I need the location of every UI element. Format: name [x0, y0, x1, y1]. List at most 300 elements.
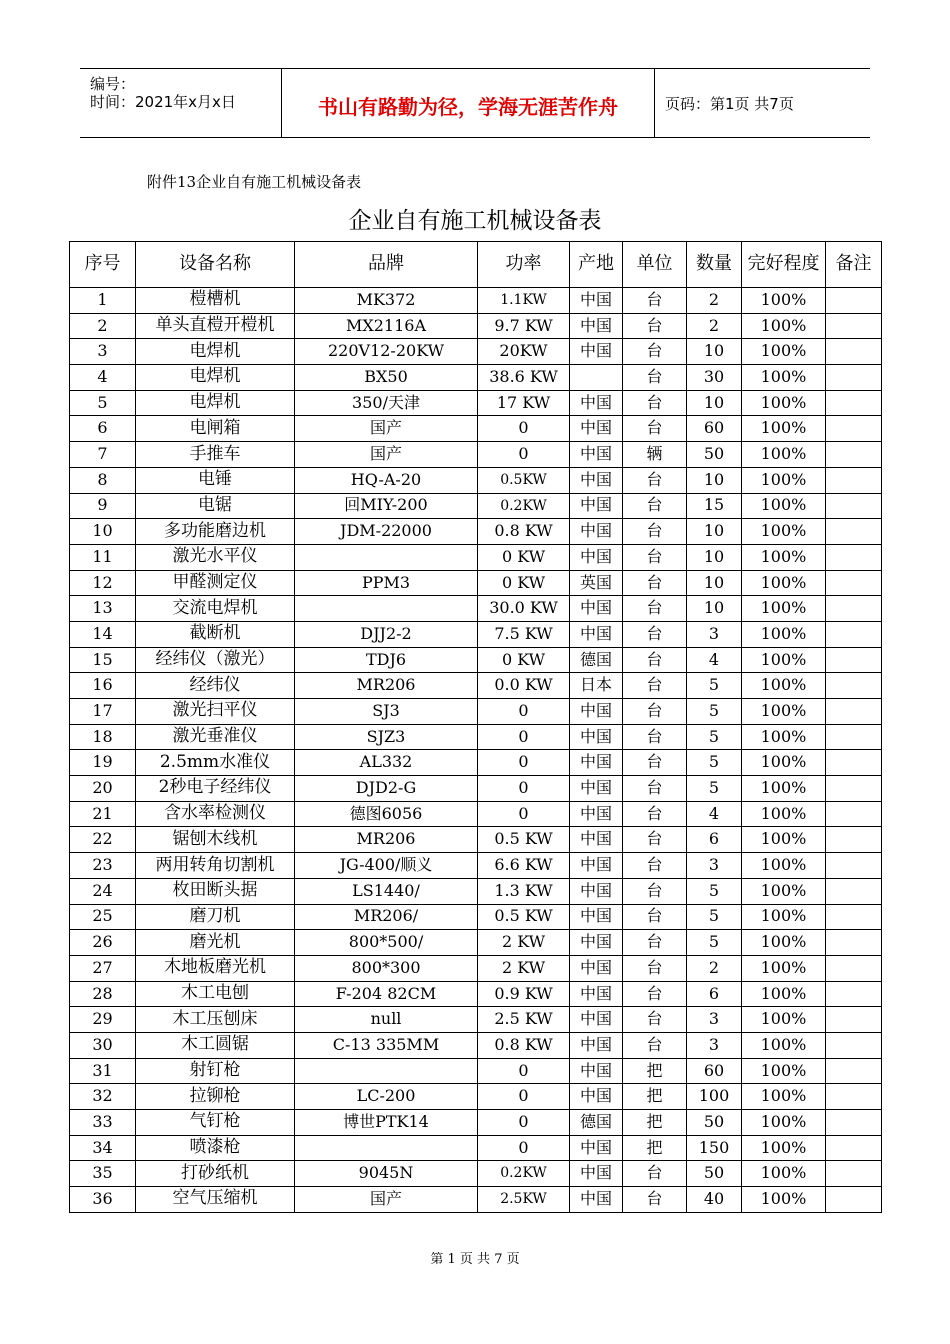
cell-name: 经纬仪	[136, 673, 295, 699]
cell-quantity: 6	[687, 981, 742, 1007]
cell-remarks	[826, 827, 882, 853]
cell-condition: 100%	[742, 544, 826, 570]
date-label: 时间：2021年x月x日	[90, 93, 236, 111]
cell-no: 9	[70, 493, 136, 519]
cell-quantity: 50	[687, 1110, 742, 1136]
cell-condition: 100%	[742, 699, 826, 725]
cell-brand: JDM-22000	[295, 519, 478, 545]
table-row	[70, 544, 882, 570]
cell-origin: 中国	[570, 827, 623, 853]
cell-brand: SJ3	[295, 699, 478, 725]
cell-brand: 德图6056	[295, 801, 478, 827]
cell-power: 17 KW	[478, 390, 570, 416]
table-row	[70, 493, 882, 519]
cell-quantity: 5	[687, 776, 742, 802]
cell-remarks	[826, 904, 882, 930]
cell-condition: 100%	[742, 1135, 826, 1161]
table-row	[70, 519, 882, 545]
cell-name: 气钉枪	[136, 1110, 295, 1136]
cell-origin: 中国	[570, 930, 623, 956]
cell-quantity: 5	[687, 699, 742, 725]
cell-no: 32	[70, 1084, 136, 1110]
cell-power: 20KW	[478, 339, 570, 365]
cell-name: 射钉枪	[136, 1058, 295, 1084]
cell-remarks	[826, 673, 882, 699]
cell-remarks	[826, 1110, 882, 1136]
cell-origin: 中国	[570, 1058, 623, 1084]
cell-quantity: 3	[687, 1032, 742, 1058]
cell-brand: 9045N	[295, 1161, 478, 1187]
cell-unit: 台	[623, 647, 687, 673]
cell-no: 19	[70, 750, 136, 776]
cell-name: 电焊机	[136, 390, 295, 416]
cell-origin: 中国	[570, 596, 623, 622]
cell-quantity: 3	[687, 621, 742, 647]
table-row	[70, 621, 882, 647]
cell-quantity: 5	[687, 904, 742, 930]
cell-brand: 国产	[295, 1187, 478, 1213]
table-row	[70, 313, 882, 339]
cell-name: 木地板磨光机	[136, 955, 295, 981]
cell-power: 0	[478, 699, 570, 725]
cell-brand	[295, 544, 478, 570]
cell-remarks	[826, 442, 882, 468]
cell-brand: MK372	[295, 288, 478, 314]
cell-quantity: 5	[687, 878, 742, 904]
cell-quantity: 40	[687, 1187, 742, 1213]
header-meta-cell	[80, 69, 282, 137]
cell-brand: 350/天津	[295, 390, 478, 416]
cell-brand: 国产	[295, 442, 478, 468]
cell-name: 含水率检测仪	[136, 801, 295, 827]
cell-condition: 100%	[742, 519, 826, 545]
cell-name: 空气压缩机	[136, 1187, 295, 1213]
cell-quantity: 30	[687, 365, 742, 391]
cell-brand: JG-400/顺义	[295, 853, 478, 879]
serial-label: 编号：	[90, 75, 136, 93]
cell-no: 2	[70, 313, 136, 339]
cell-brand: SJZ3	[295, 724, 478, 750]
cell-origin: 日本	[570, 673, 623, 699]
cell-origin: 中国	[570, 288, 623, 314]
cell-unit: 台	[623, 699, 687, 725]
table-header-row	[70, 242, 882, 288]
cell-remarks	[826, 1135, 882, 1161]
cell-remarks	[826, 544, 882, 570]
cell-power: 2.5KW	[478, 1187, 570, 1213]
cell-remarks	[826, 1032, 882, 1058]
table-row	[70, 416, 882, 442]
cell-power: 0.5 KW	[478, 827, 570, 853]
cell-unit: 台	[623, 981, 687, 1007]
cell-quantity: 2	[687, 288, 742, 314]
col-header-quantity: 数量	[687, 242, 742, 288]
cell-power: 0	[478, 1110, 570, 1136]
cell-remarks	[826, 288, 882, 314]
cell-unit: 台	[623, 1161, 687, 1187]
cell-quantity: 10	[687, 596, 742, 622]
attachment-label: 附件13企业自有施工机械设备表	[147, 173, 362, 191]
cell-name: 打砂纸机	[136, 1161, 295, 1187]
table-row	[70, 1161, 882, 1187]
cell-origin: 中国	[570, 416, 623, 442]
cell-no: 33	[70, 1110, 136, 1136]
cell-origin: 中国	[570, 1135, 623, 1161]
cell-power: 1.3 KW	[478, 878, 570, 904]
cell-name: 磨光机	[136, 930, 295, 956]
header-page-cell	[655, 69, 870, 137]
cell-condition: 100%	[742, 339, 826, 365]
header-motto-cell	[282, 69, 655, 137]
cell-quantity: 5	[687, 750, 742, 776]
cell-name: 拉铆枪	[136, 1084, 295, 1110]
cell-power: 0.2KW	[478, 1161, 570, 1187]
cell-power: 0	[478, 416, 570, 442]
cell-origin: 英国	[570, 570, 623, 596]
cell-name: 交流电焊机	[136, 596, 295, 622]
cell-no: 5	[70, 390, 136, 416]
cell-remarks	[826, 570, 882, 596]
cell-condition: 100%	[742, 955, 826, 981]
cell-remarks	[826, 878, 882, 904]
cell-brand: DJJ2-2	[295, 621, 478, 647]
cell-origin: 中国	[570, 1187, 623, 1213]
cell-brand: 国产	[295, 416, 478, 442]
cell-remarks	[826, 313, 882, 339]
table-row	[70, 390, 882, 416]
cell-power: 0.2KW	[478, 493, 570, 519]
table-row	[70, 570, 882, 596]
cell-name: 电闸箱	[136, 416, 295, 442]
cell-brand: MR206	[295, 673, 478, 699]
document-header	[80, 68, 870, 138]
cell-unit: 把	[623, 1084, 687, 1110]
cell-brand: 博世PTK14	[295, 1110, 478, 1136]
cell-remarks	[826, 467, 882, 493]
cell-unit: 台	[623, 904, 687, 930]
cell-brand: 800*300	[295, 955, 478, 981]
cell-name: 木工压刨床	[136, 1007, 295, 1033]
header-motto: 书山有路勤为径，学海无涯苦作舟	[318, 95, 618, 119]
col-header-condition: 完好程度	[742, 242, 826, 288]
cell-unit: 台	[623, 339, 687, 365]
cell-unit: 台	[623, 801, 687, 827]
cell-quantity: 2	[687, 313, 742, 339]
cell-remarks	[826, 493, 882, 519]
cell-unit: 把	[623, 1110, 687, 1136]
cell-condition: 100%	[742, 570, 826, 596]
cell-brand: AL332	[295, 750, 478, 776]
cell-power: 0	[478, 750, 570, 776]
cell-condition: 100%	[742, 1032, 826, 1058]
cell-power: 0	[478, 442, 570, 468]
cell-name: 手推车	[136, 442, 295, 468]
cell-remarks	[826, 1161, 882, 1187]
col-header-no: 序号	[70, 242, 136, 288]
cell-power: 0 KW	[478, 647, 570, 673]
cell-quantity: 10	[687, 519, 742, 545]
cell-no: 27	[70, 955, 136, 981]
cell-brand: DJD2-G	[295, 776, 478, 802]
cell-no: 36	[70, 1187, 136, 1213]
table-row	[70, 699, 882, 725]
cell-condition: 100%	[742, 1161, 826, 1187]
col-header-origin: 产地	[570, 242, 623, 288]
cell-no: 22	[70, 827, 136, 853]
cell-unit: 台	[623, 1187, 687, 1213]
table-row	[70, 776, 882, 802]
cell-unit: 台	[623, 313, 687, 339]
cell-condition: 100%	[742, 904, 826, 930]
cell-brand	[295, 1058, 478, 1084]
cell-name: 电锯	[136, 493, 295, 519]
cell-remarks	[826, 1058, 882, 1084]
cell-quantity: 4	[687, 647, 742, 673]
cell-remarks	[826, 724, 882, 750]
cell-remarks	[826, 519, 882, 545]
table-row	[70, 981, 882, 1007]
cell-no: 18	[70, 724, 136, 750]
cell-unit: 把	[623, 1135, 687, 1161]
cell-condition: 100%	[742, 1187, 826, 1213]
cell-power: 0	[478, 1084, 570, 1110]
cell-power: 2.5 KW	[478, 1007, 570, 1033]
cell-origin: 中国	[570, 801, 623, 827]
cell-no: 15	[70, 647, 136, 673]
cell-no: 13	[70, 596, 136, 622]
cell-no: 12	[70, 570, 136, 596]
cell-origin: 中国	[570, 1084, 623, 1110]
cell-origin: 中国	[570, 442, 623, 468]
cell-power: 0	[478, 1058, 570, 1084]
cell-origin: 中国	[570, 390, 623, 416]
cell-origin: 中国	[570, 339, 623, 365]
cell-remarks	[826, 1084, 882, 1110]
cell-quantity: 5	[687, 930, 742, 956]
cell-remarks	[826, 647, 882, 673]
cell-unit: 台	[623, 390, 687, 416]
cell-quantity: 6	[687, 827, 742, 853]
cell-quantity: 50	[687, 442, 742, 468]
cell-no: 23	[70, 853, 136, 879]
cell-remarks	[826, 955, 882, 981]
table-row	[70, 1032, 882, 1058]
cell-brand: null	[295, 1007, 478, 1033]
table-row	[70, 647, 882, 673]
cell-condition: 100%	[742, 288, 826, 314]
cell-quantity: 5	[687, 724, 742, 750]
cell-no: 25	[70, 904, 136, 930]
cell-quantity: 10	[687, 570, 742, 596]
cell-brand: HQ-A-20	[295, 467, 478, 493]
cell-no: 26	[70, 930, 136, 956]
cell-condition: 100%	[742, 365, 826, 391]
cell-unit: 把	[623, 1058, 687, 1084]
cell-power: 30.0 KW	[478, 596, 570, 622]
cell-power: 7.5 KW	[478, 621, 570, 647]
cell-quantity: 60	[687, 416, 742, 442]
cell-condition: 100%	[742, 776, 826, 802]
cell-no: 20	[70, 776, 136, 802]
cell-unit: 台	[623, 519, 687, 545]
cell-brand: 回MIY-200	[295, 493, 478, 519]
cell-remarks	[826, 930, 882, 956]
cell-condition: 100%	[742, 621, 826, 647]
cell-origin: 中国	[570, 955, 623, 981]
table-row	[70, 365, 882, 391]
cell-brand: TDJ6	[295, 647, 478, 673]
cell-condition: 100%	[742, 801, 826, 827]
cell-brand: LS1440/	[295, 878, 478, 904]
cell-unit: 台	[623, 1007, 687, 1033]
cell-condition: 100%	[742, 467, 826, 493]
cell-power: 0.8 KW	[478, 519, 570, 545]
cell-no: 29	[70, 1007, 136, 1033]
cell-no: 4	[70, 365, 136, 391]
table-row	[70, 930, 882, 956]
cell-origin: 德国	[570, 647, 623, 673]
page-number-label: 页码：第1页 共7页	[665, 95, 794, 113]
cell-condition: 100%	[742, 1084, 826, 1110]
cell-power: 0.5 KW	[478, 904, 570, 930]
cell-quantity: 10	[687, 467, 742, 493]
cell-unit: 台	[623, 955, 687, 981]
cell-condition: 100%	[742, 313, 826, 339]
table-row	[70, 1187, 882, 1213]
cell-remarks	[826, 416, 882, 442]
cell-power: 38.6 KW	[478, 365, 570, 391]
cell-quantity: 50	[687, 1161, 742, 1187]
cell-no: 10	[70, 519, 136, 545]
cell-power: 2 KW	[478, 955, 570, 981]
cell-brand: 220V12-20KW	[295, 339, 478, 365]
table-body	[70, 288, 882, 1213]
cell-quantity: 60	[687, 1058, 742, 1084]
cell-unit: 台	[623, 493, 687, 519]
table-row	[70, 467, 882, 493]
cell-power: 9.7 KW	[478, 313, 570, 339]
cell-quantity: 100	[687, 1084, 742, 1110]
table-row	[70, 724, 882, 750]
cell-remarks	[826, 339, 882, 365]
table-row	[70, 853, 882, 879]
table-row	[70, 442, 882, 468]
cell-power: 0.8 KW	[478, 1032, 570, 1058]
cell-unit: 台	[623, 544, 687, 570]
cell-unit: 台	[623, 365, 687, 391]
cell-no: 24	[70, 878, 136, 904]
cell-power: 0	[478, 801, 570, 827]
cell-unit: 台	[623, 827, 687, 853]
col-header-brand: 品牌	[295, 242, 478, 288]
cell-name: 2.5mm水准仪	[136, 750, 295, 776]
cell-name: 枚田断头据	[136, 878, 295, 904]
cell-origin: 中国	[570, 544, 623, 570]
cell-no: 6	[70, 416, 136, 442]
cell-condition: 100%	[742, 750, 826, 776]
table-row	[70, 1084, 882, 1110]
cell-remarks	[826, 801, 882, 827]
cell-name: 激光水平仪	[136, 544, 295, 570]
table-row	[70, 1058, 882, 1084]
cell-unit: 台	[623, 724, 687, 750]
cell-condition: 100%	[742, 442, 826, 468]
cell-unit: 台	[623, 570, 687, 596]
cell-origin: 中国	[570, 467, 623, 493]
cell-remarks	[826, 750, 882, 776]
cell-power: 0	[478, 724, 570, 750]
cell-origin: 中国	[570, 750, 623, 776]
cell-quantity: 10	[687, 390, 742, 416]
cell-condition: 100%	[742, 930, 826, 956]
col-header-power: 功率	[478, 242, 570, 288]
cell-condition: 100%	[742, 724, 826, 750]
cell-name: 榿槽机	[136, 288, 295, 314]
cell-unit: 台	[623, 596, 687, 622]
cell-no: 16	[70, 673, 136, 699]
cell-quantity: 10	[687, 544, 742, 570]
cell-name: 电焊机	[136, 339, 295, 365]
cell-origin: 中国	[570, 519, 623, 545]
equipment-table	[69, 241, 882, 1213]
cell-unit: 台	[623, 288, 687, 314]
cell-quantity: 15	[687, 493, 742, 519]
cell-remarks	[826, 853, 882, 879]
cell-condition: 100%	[742, 1058, 826, 1084]
cell-name: 单头直榿开榿机	[136, 313, 295, 339]
cell-no: 30	[70, 1032, 136, 1058]
cell-name: 喷漆枪	[136, 1135, 295, 1161]
cell-origin: 中国	[570, 313, 623, 339]
cell-origin: 中国	[570, 699, 623, 725]
cell-power: 0 KW	[478, 544, 570, 570]
cell-name: 多功能磨边机	[136, 519, 295, 545]
cell-origin	[570, 365, 623, 391]
table-row	[70, 801, 882, 827]
col-header-remarks: 备注	[826, 242, 882, 288]
table-row	[70, 878, 882, 904]
cell-remarks	[826, 596, 882, 622]
cell-power: 0.9 KW	[478, 981, 570, 1007]
cell-remarks	[826, 1187, 882, 1213]
cell-remarks	[826, 1007, 882, 1033]
cell-origin: 中国	[570, 1007, 623, 1033]
cell-unit: 台	[623, 1032, 687, 1058]
cell-unit: 台	[623, 621, 687, 647]
cell-power: 0.0 KW	[478, 673, 570, 699]
cell-name: 木工圆锯	[136, 1032, 295, 1058]
cell-remarks	[826, 981, 882, 1007]
cell-brand: MR206/	[295, 904, 478, 930]
cell-no: 8	[70, 467, 136, 493]
cell-condition: 100%	[742, 493, 826, 519]
cell-origin: 中国	[570, 878, 623, 904]
cell-condition: 100%	[742, 647, 826, 673]
cell-no: 34	[70, 1135, 136, 1161]
cell-name: 电锤	[136, 467, 295, 493]
table-row	[70, 750, 882, 776]
cell-brand: LC-200	[295, 1084, 478, 1110]
table-row	[70, 288, 882, 314]
cell-brand	[295, 596, 478, 622]
cell-power: 0	[478, 776, 570, 802]
cell-no: 21	[70, 801, 136, 827]
cell-name: 激光垂准仪	[136, 724, 295, 750]
cell-brand	[295, 1135, 478, 1161]
cell-remarks	[826, 699, 882, 725]
cell-power: 1.1KW	[478, 288, 570, 314]
cell-brand: PPM3	[295, 570, 478, 596]
